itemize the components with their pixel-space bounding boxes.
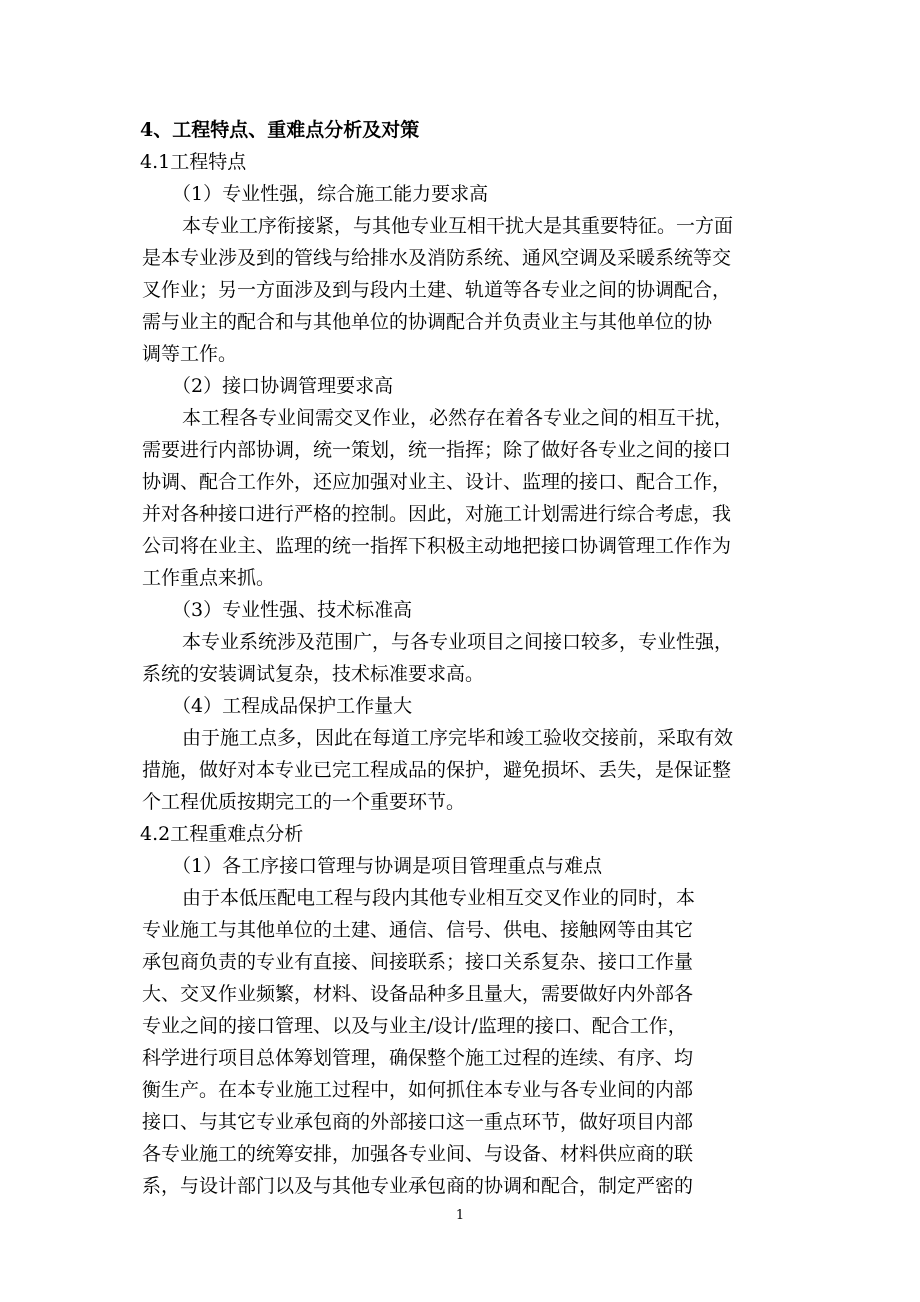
paragraph-line: 调等工作。 [142, 343, 238, 365]
paragraph-line: 本专业工序衔接紧，与其他专业互相干扰大是其重要特征。一方面 [182, 215, 734, 237]
paragraph-line: 协调、配合工作外，还应加强对业主、设计、监理的接口、配合工作， [142, 471, 732, 493]
paragraph-line: 本专业系统涉及范围广，与各专业项目之间接口较多，专业性强， [182, 631, 734, 653]
paragraph-line: 需与业主的配合和与其他单位的协调配合并负责业主与其他单位的协 [142, 311, 713, 333]
paragraph-line: 系，与设计部门以及与其他专业承包商的协调和配合，制定严密的 [142, 1175, 694, 1197]
paragraph-line: 专业施工与其他单位的土建、通信、信号、供电、接触网等由其它 [142, 919, 694, 941]
paragraph-line: 科学进行项目总体筹划管理，确保整个施工过程的连续、有序、均 [142, 1047, 694, 1069]
item-title: （3）专业性强、技术标准高 [172, 599, 413, 621]
paragraph-line: 叉作业；另一方面涉及到与段内土建、轨道等各专业之间的协调配合， [142, 279, 732, 301]
item-title: （1）各工序接口管理与协调是项目管理重点与难点 [172, 855, 603, 877]
section-4-1-title: 4.1工程特点 [140, 151, 247, 173]
paragraph-line: 并对各种接口进行严格的控制。因此，对施工计划需进行综合考虑，我 [142, 503, 732, 525]
page-number: 1 [455, 1208, 465, 1223]
paragraph-line: 由于施工点多，因此在每道工序完毕和竣工验收交接前，采取有效 [182, 727, 734, 749]
section-4-2-title: 4.2工程重难点分析 [140, 823, 304, 845]
item-title: （1）专业性强，综合施工能力要求高 [172, 183, 489, 205]
paragraph [140, 722, 812, 818]
item-title: （4）工程成品保护工作量大 [172, 695, 413, 717]
paragraph-line: 系统的安装调试复杂，技术标准要求高。 [142, 663, 485, 685]
document-body [140, 114, 812, 1202]
paragraph-line: 需要进行内部协调，统一策划，统一指挥；除了做好各专业之间的接口 [142, 439, 732, 461]
item-title: （2）接口协调管理要求高 [172, 375, 394, 397]
paragraph-line: 各专业施工的统筹安排，加强各专业间、与设备、材料供应商的联 [142, 1143, 694, 1165]
paragraph-line: 本工程各专业间需交叉作业，必然存在着各专业之间的相互干扰， [182, 407, 734, 429]
paragraph-line: 是本专业涉及到的管线与给排水及消防系统、通风空调及采暖系统等交 [142, 247, 732, 269]
paragraph [140, 210, 812, 370]
paragraph [140, 402, 812, 594]
paragraph-line: 措施，做好对本专业已完工程成品的保护，避免损坏、丢失，是保证整 [142, 759, 732, 781]
paragraph-line: 大、交叉作业频繁，材料、设备品种多且量大，需要做好内外部各 [142, 983, 694, 1005]
paragraph-line: 由于本低压配电工程与段内其他专业相互交叉作业的同时，本 [182, 887, 696, 909]
section-heading: 4、工程特点、重难点分析及对策 [140, 119, 420, 141]
paragraph [140, 626, 812, 690]
paragraph-line: 个工程优质按期完工的一个重要环节。 [142, 791, 466, 813]
paragraph-line: 工作重点来抓。 [142, 567, 276, 589]
paragraph [140, 882, 812, 1202]
paragraph-line: 衡生产。在本专业施工过程中，如何抓住本专业与各专业间的内部 [142, 1079, 694, 1101]
paragraph-line: 接口、与其它专业承包商的外部接口这一重点环节，做好项目内部 [142, 1111, 694, 1133]
paragraph-line: 承包商负责的专业有直接、间接联系；接口关系复杂、接口工作量 [142, 951, 694, 973]
paragraph-line: 专业之间的接口管理、以及与业主/设计/监理的接口、配合工作， [142, 1015, 687, 1037]
paragraph-line: 公司将在业主、监理的统一指挥下积极主动地把接口协调管理工作作为 [142, 535, 732, 557]
